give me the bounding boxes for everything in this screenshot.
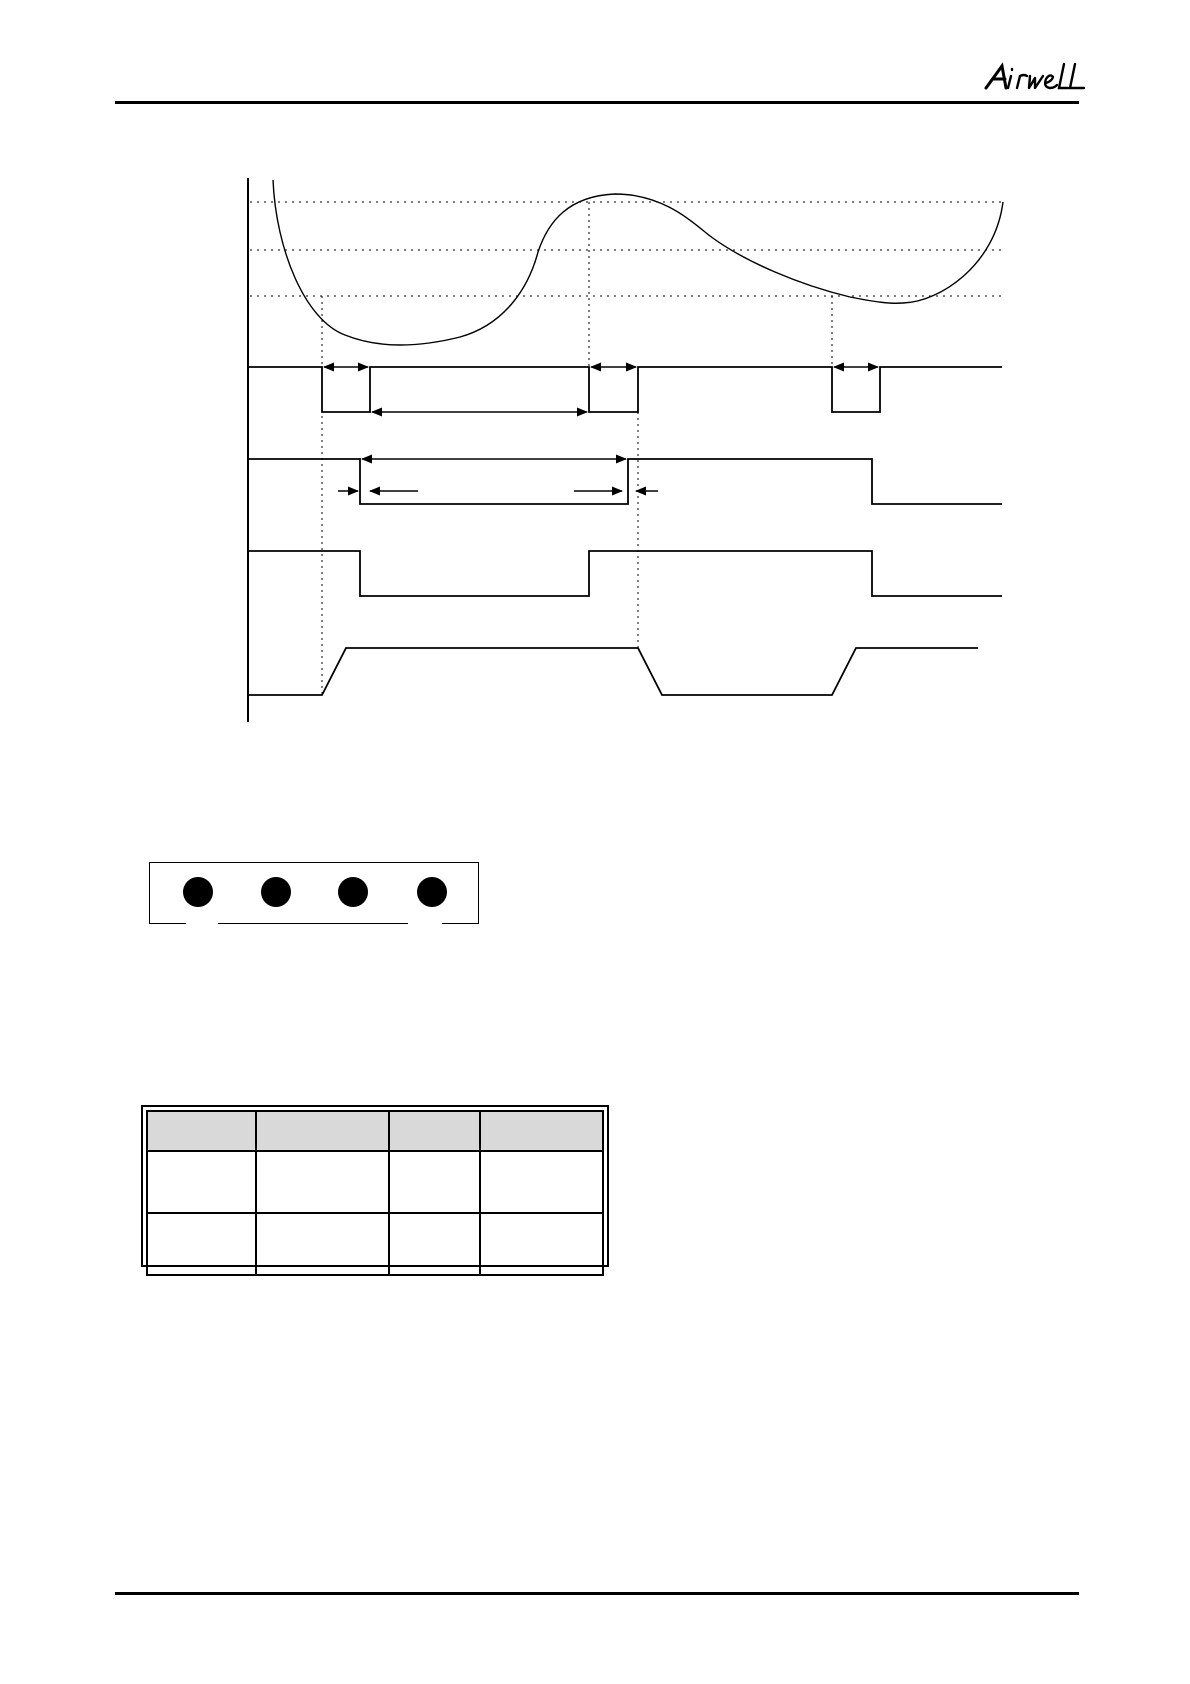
trace-1-dimension-arrows <box>324 367 878 412</box>
threshold-lines <box>250 202 1002 296</box>
indicator-dot-4 <box>417 877 447 907</box>
timing-diagram <box>0 0 1190 760</box>
signal-trace-2 <box>248 459 1002 504</box>
lead-table-frame <box>141 1105 609 1267</box>
table-header-cell <box>480 1111 603 1151</box>
footer-rule <box>115 1592 1079 1595</box>
table-cell <box>256 1151 388 1213</box>
table-cell <box>389 1151 480 1213</box>
temperature-curve <box>273 180 1003 345</box>
trace-2-dimension-arrows <box>338 459 658 491</box>
panel-underline-middle <box>218 923 408 924</box>
table-row <box>147 1213 603 1275</box>
lead-table <box>146 1110 604 1276</box>
table-cell <box>147 1151 256 1213</box>
indicator-dot-1 <box>183 877 213 907</box>
trace-2-waveform <box>248 459 1002 504</box>
trace-1-waveform <box>248 367 1002 412</box>
signal-trace-4 <box>248 648 978 695</box>
signal-trace-1 <box>248 367 1002 412</box>
indicator-dot-3 <box>338 877 368 907</box>
indicator-dot-2 <box>261 877 291 907</box>
table-header-cell <box>256 1111 388 1151</box>
table-header-cell <box>389 1111 480 1151</box>
table-cell <box>389 1213 480 1275</box>
signal-trace-3 <box>248 551 1002 596</box>
table-header-row <box>147 1111 603 1151</box>
table-cell <box>480 1151 603 1213</box>
table-header-cell <box>147 1111 256 1151</box>
indicator-panel <box>149 862 479 924</box>
table-cell <box>256 1213 388 1275</box>
panel-underline-right <box>442 923 479 924</box>
event-guides <box>322 202 832 695</box>
panel-underline-left <box>149 923 186 924</box>
table-cell <box>147 1213 256 1275</box>
table-cell <box>480 1213 603 1275</box>
table-row <box>147 1151 603 1213</box>
